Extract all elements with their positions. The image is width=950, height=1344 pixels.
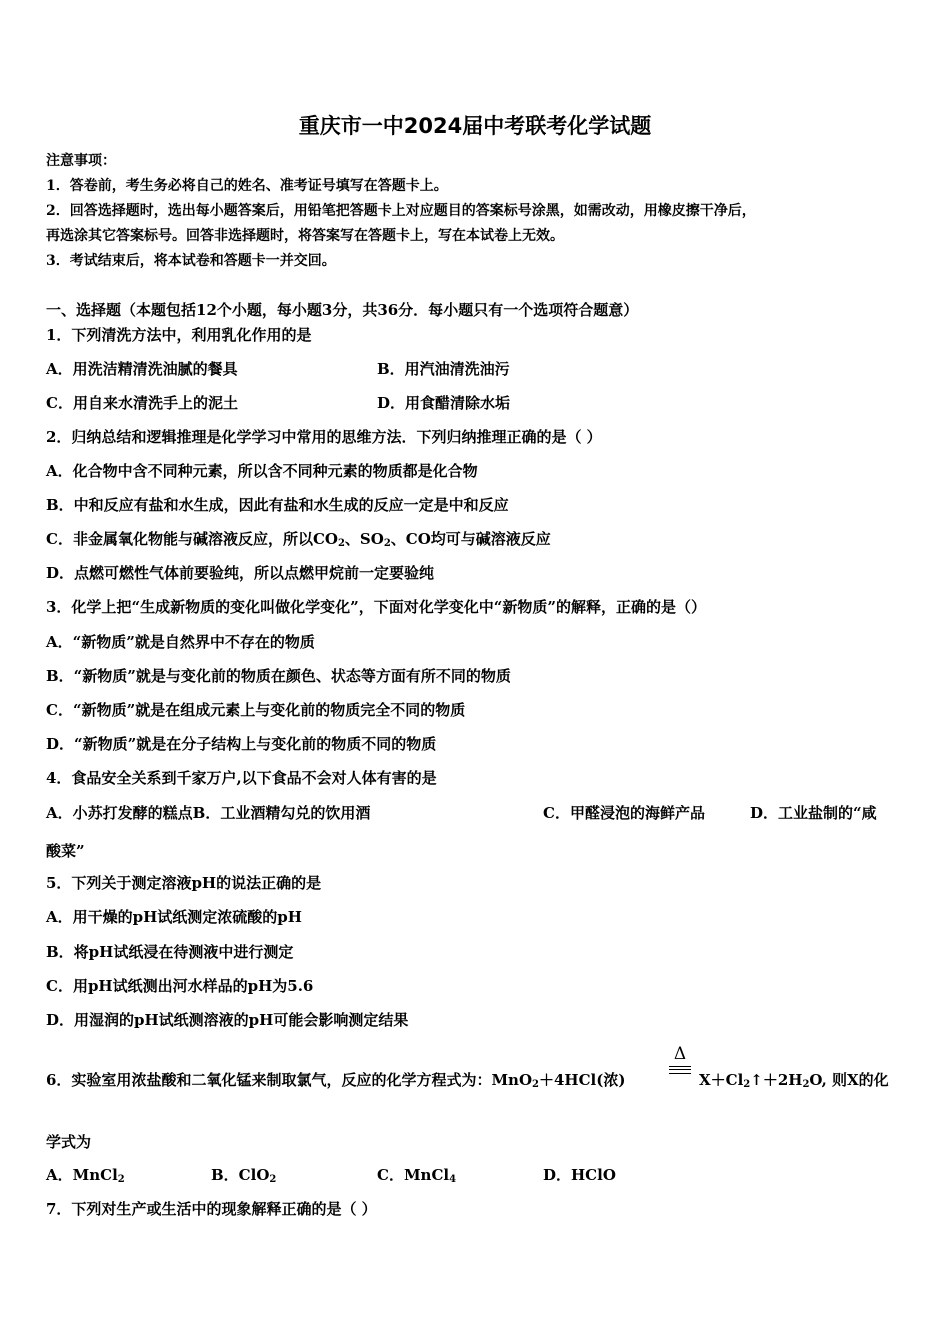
- question-6-stem-continued: 学式为: [46, 1133, 92, 1151]
- question-6-option-b: B．ClO$_2$: [211, 1166, 277, 1185]
- question-6-option-c: C．MnCl$_4$: [377, 1166, 457, 1185]
- question-3-option-b: B．“新物质”就是与变化前的物质在颜色、状态等方面有所不同的物质: [46, 667, 511, 685]
- question-2-option-c: C．非金属氧化物能与碱溶液反应，所以$CO_2$、$SO_2$、CO均可与碱溶液反应: [46, 530, 551, 549]
- question-6-option-d: D．HClO: [543, 1166, 616, 1184]
- question-1-stem: 1．下列清洗方法中，利用乳化作用的是: [46, 326, 312, 344]
- question-1-option-d: D．用食醋清除水垢: [377, 394, 511, 412]
- notice-item-2-line-2: 再选涂其它答案标号。回答非选择题时，将答案写在答题卡上，写在本试卷上无效。: [46, 228, 564, 244]
- question-5-stem: 5．下列关于测定溶液pH的说法正确的是: [46, 874, 322, 892]
- reaction-equals-sign: [669, 1066, 691, 1074]
- question-1-option-c: C．用自来水清洗手上的泥土: [46, 394, 238, 412]
- question-4-option-d: D．工业盐制的“咸: [750, 804, 877, 822]
- question-3-option-d: D．“新物质”就是在分子结构上与变化前的物质不同的物质: [46, 735, 437, 753]
- question-2-stem: 2．归纳总结和逻辑推理是化学学习中常用的思维方法．下列归纳推理正确的是（ ）: [46, 428, 602, 446]
- notice-item-1: 1．答卷前，考生务必将自己的姓名、准考证号填写在答题卡上。: [46, 178, 448, 194]
- question-4-stem: 4．食品安全关系到千家万户,以下食品不会对人体有害的是: [46, 769, 437, 787]
- page-title: 重庆市一中2024届中考联考化学试题: [298, 114, 652, 138]
- question-5-option-a: A．用干燥的pH试纸测定浓硫酸的pH: [46, 908, 302, 926]
- notice-heading: 注意事项：: [46, 153, 116, 169]
- question-7-stem: 7．下列对生产或生活中的现象解释正确的是（ ）: [46, 1200, 377, 1218]
- question-3-stem: 3．化学上把“生成新物质的变化叫做化学变化”，下面对化学变化中“新物质”的解释，正确的是（）: [46, 598, 706, 616]
- question-1-option-b: B．用汽油清洗油污: [377, 360, 510, 378]
- question-2-option-a: A．化合物中含不同种元素，所以含不同种元素的物质都是化合物: [46, 462, 478, 480]
- section-heading: 一、选择题（本题包括12个小题，每小题3分，共36分．每小题只有一个选项符合题意）: [46, 301, 639, 319]
- question-4-options-ab: A．小苏打发酵的糕点B．工业酒精勾兑的饮用酒: [46, 804, 371, 822]
- question-6-stem: 6．实验室用浓盐酸和二氧化锰来制取氯气，反应的化学方程式为：MnO$_2$＋4HCl(浓): [46, 1071, 626, 1090]
- question-6-products: $X+Cl_2↑+2H_2O$, 则X的化: [699, 1071, 889, 1090]
- reaction-condition: [666, 1044, 694, 1074]
- question-4-option-c: C．甲醛浸泡的海鲜产品: [543, 804, 705, 822]
- question-6-option-a: A．MnCl$_2$: [46, 1166, 125, 1185]
- question-2-option-b: B．中和反应有盐和水生成，因此有盐和水生成的反应一定是中和反应: [46, 496, 509, 514]
- question-5-option-c: C．用pH试纸测出河水样品的pH为5.6: [46, 977, 314, 995]
- question-3-option-c: C．“新物质”就是在组成元素上与变化前的物质完全不同的物质: [46, 701, 466, 719]
- notice-item-3: 3．考试结束后，将本试卷和答题卡一并交回。: [46, 253, 336, 269]
- question-5-option-b: B．将pH试纸浸在待测液中进行测定: [46, 943, 294, 961]
- question-3-option-a: A．“新物质”就是自然界中不存在的物质: [46, 633, 315, 651]
- question-2-option-d: D．点燃可燃性气体前要验纯，所以点燃甲烷前一定要验纯: [46, 564, 435, 582]
- question-5-option-d: D．用湿润的pH试纸测溶液的pH可能会影响测定结果: [46, 1011, 409, 1029]
- question-1-option-a: A．用洗洁精清洗油腻的餐具: [46, 360, 238, 378]
- question-4-option-d-continued: 酸菜”: [46, 842, 85, 860]
- notice-item-2-line-1: 2．回答选择题时，选出每小题答案后，用铅笔把答题卡上对应题目的答案标号涂黑，如需改动，用橡皮擦干净后，: [46, 203, 756, 219]
- heat-symbol: Δ: [673, 1044, 687, 1064]
